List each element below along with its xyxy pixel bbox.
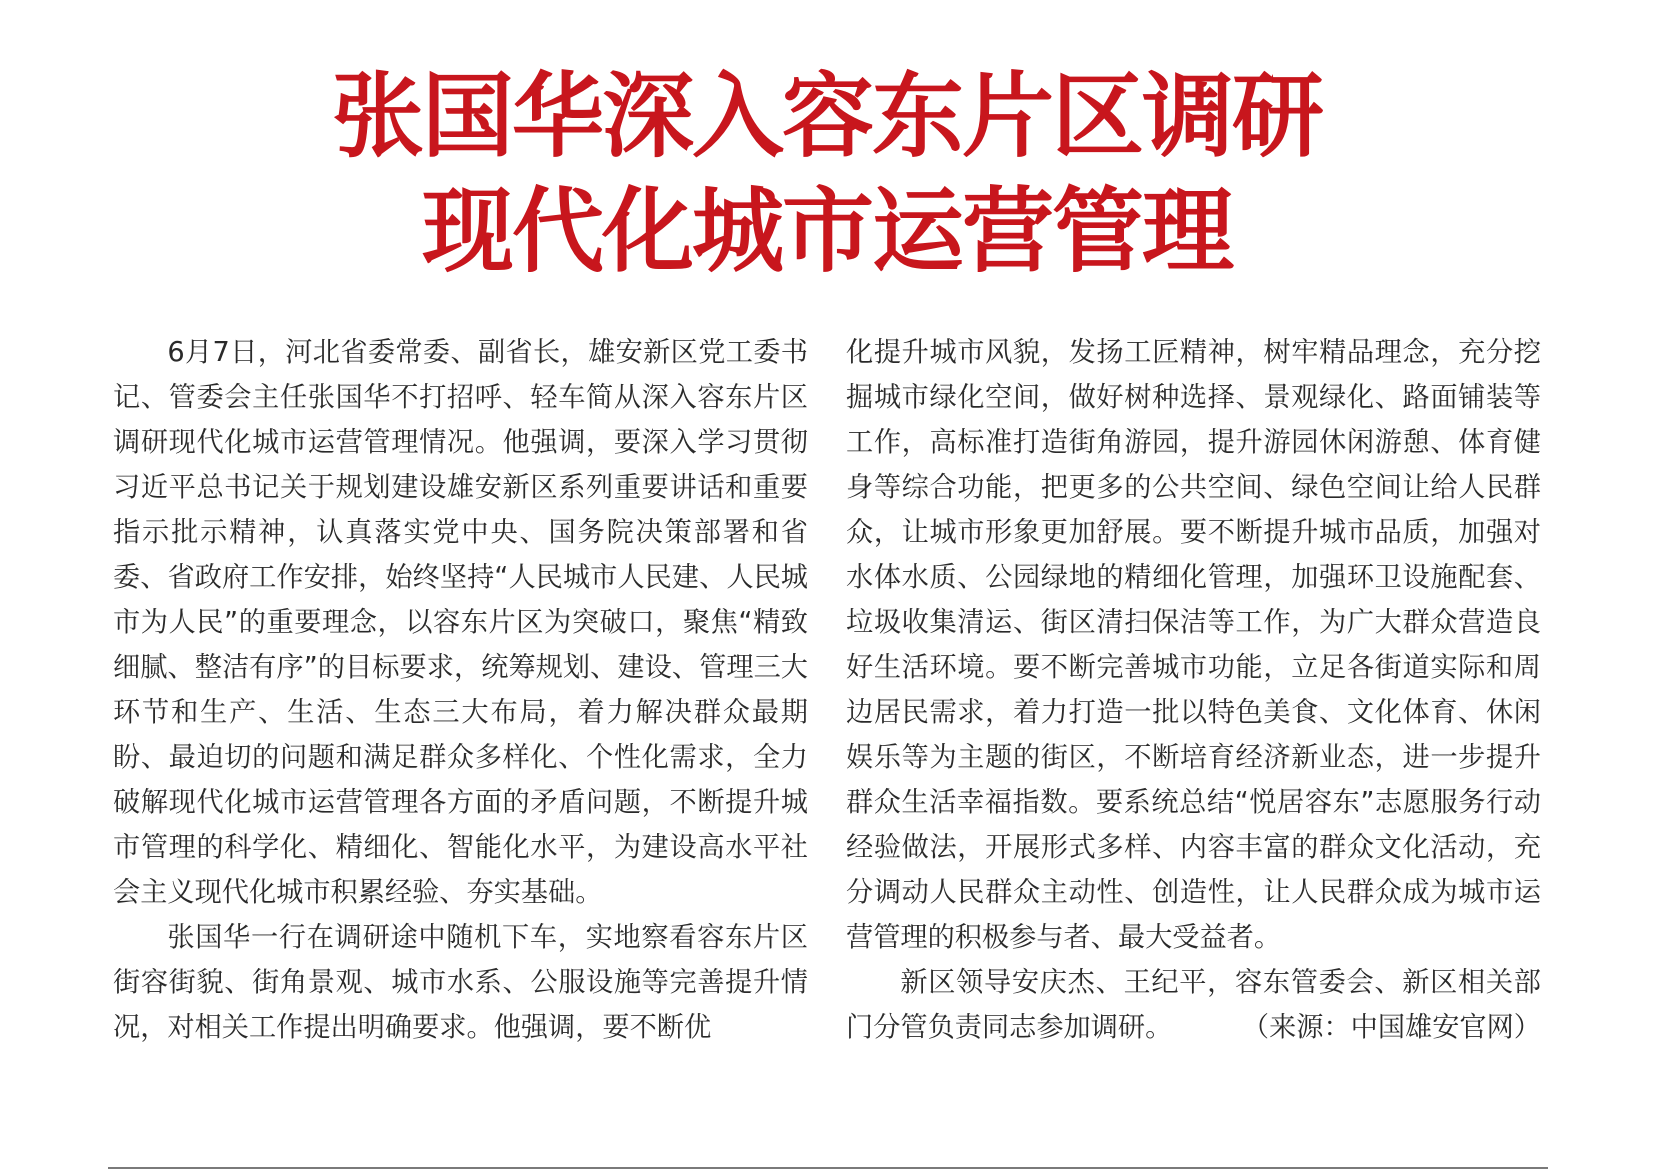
article-column-right (846, 330, 1541, 1050)
headline-line-2: 现代化城市运营管理 (421, 177, 1232, 285)
attendees-text: 新区领导安庆杰、王纪平，容东管委会、新区相关部门分管负责同志参加调研。 (846, 967, 1541, 1043)
bottom-rule (108, 1167, 1548, 1169)
article-column-left (113, 330, 808, 1050)
paragraph-1: 6月7日，河北省委常委、副省长，雄安新区党工委书记、管委会主任张国华不打招呼、轻车简从深入容东片区调研现代化城市运营管理情况。他强调，要深入学习贯彻习近平总书记关于规划建设雄安新区系列重要讲话和重要指示批示精神，认真落实党中央、国务院决策部署和省委、省政府工作安排，始终坚持“人民城市人民建、人民城市为人民”的重要理念，以容东片区为突破口，聚焦“精致细腻、整洁有序”的目标要求，统筹规划、建设、管理三大环节和生产、生活、生态三大布局，着力解决群众最期盼、最迫切的问题和满足群众多样化、个性化需求，全力破解现代化城市运营管理各方面的矛盾问题，不断提升城市管理的科学化、精细化、智能化水平，为建设高水平社会主义现代化城市积累经验、夯实基础。 (113, 337, 808, 908)
paragraph-2-continued: 化提升城市风貌，发扬工匠精神，树牢精品理念，充分挖掘城市绿化空间，做好树种选择、景观绿化、路面铺装等工作，高标准打造街角游园，提升游园休闲游憩、体育健身等综合功能，把更多的公共空间、绿色空间让给人民群众，让城市形象更加舒展。要不断提升城市品质，加强对水体水质、公园绿地的精细化管理，加强环卫设施配套、垃圾收集清运、街区清扫保洁等工作，为广大群众营造良好生活环境。要不断完善城市功能，立足各街道实际和周边居民需求，着力打造一批以特色美食、文化体育、休闲娱乐等为主题的街区，不断培育经济新业态，进一步提升群众生活幸福指数。要系统总结“悦居容东”志愿服务行动经验做法，开展形式多样、内容丰富的群众文化活动，充分调动人民群众主动性、创造性，让人民群众成为城市运营管理的积极参与者、最大受益者。 (846, 337, 1541, 953)
source-credit: （来源：中国雄安官网） (1241, 1012, 1541, 1043)
paragraph-2-start: 张国华一行在调研途中随机下车，实地察看容东片区街容街貌、街角景观、城市水系、公服设施等完善提升情况，对相关工作提出明确要求。他强调，要不断优 (113, 922, 808, 1043)
paragraph-3 (846, 960, 1541, 1050)
headline-line-1: 张国华深入容东片区调研 (331, 62, 1322, 170)
